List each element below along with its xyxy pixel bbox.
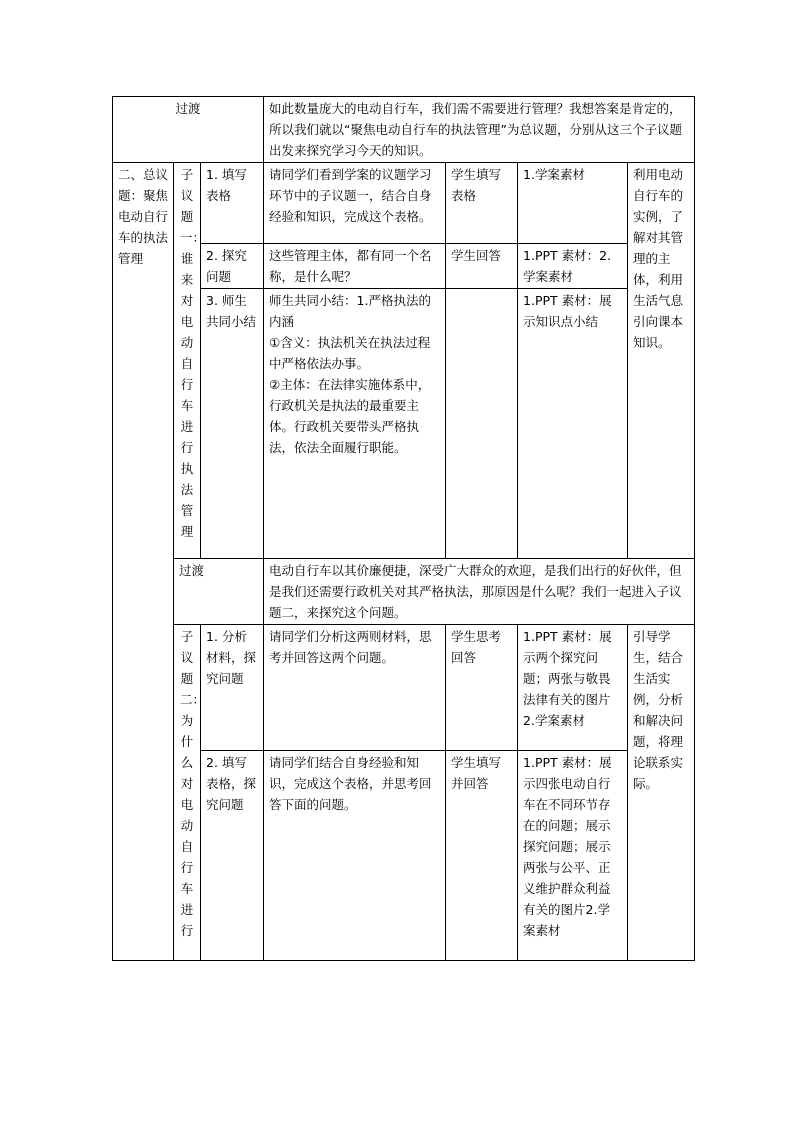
subtopic-1-step-1: 1. 填写表格 — [201, 163, 264, 244]
summary-subject: ②主体：在法律实施体系中，行政机关是执法的最重要主体。行政机关要带头严格执法，依法全面履行职能。 — [269, 377, 431, 455]
subtopic-2-step-2-teacher: 请同学们结合自身经验和知识，完成这个表格，并思考回答下面的问题。 — [264, 751, 446, 961]
subtopic-2-step-2-student: 学生填写并回答 — [446, 751, 518, 961]
summary-meaning: ①含义：执法机关在执法过程中严格依法办事。 — [269, 335, 431, 371]
subtopic-2-step-1-student: 学生思考回答 — [446, 625, 518, 751]
subtopic-1-intent: 利用电动自行车的实例，了解对其管理的主体，利用生活气息引向课本知识。 — [628, 163, 695, 559]
subtopic2-step1-row — [113, 625, 695, 751]
subtopic-1-step-1-materials: 1.学案素材 — [518, 163, 628, 244]
subtopic-1-step-2-teacher: 这些管理主体，都有同一个名称，是什么呢？ — [264, 244, 446, 289]
subtopic-1-step-2-materials: 1.PPT 素材：2.学案素材 — [518, 244, 628, 289]
subtopic-1-step-1-student: 学生填写表格 — [446, 163, 518, 244]
subtopic-2-title: 子议题二：为什么对电动自行车进行 — [180, 629, 206, 938]
subtopic-1-title-cell — [174, 163, 206, 559]
summary-heading: 师生共同小结：1.严格执法的内涵 — [269, 293, 431, 329]
subtopic-2-intent: 引导学生，结合生活实例，分析和解决问题，将理论联系实际。 — [628, 625, 695, 961]
subtopic-2-title-cell — [174, 625, 206, 961]
subtopic1-step3-row — [113, 289, 695, 559]
transition-2-label: 过渡 — [174, 559, 264, 625]
subtopic-1-step-3-materials: 1.PPT 素材：展示知识点小结 — [518, 289, 628, 559]
subtopic-1-step-2-student: 学生回答 — [446, 244, 518, 289]
subtopic-2-step-2-materials: 1.PPT 素材：展示四张电动自行车在不同环节存在的问题；展示探究问题；展示两张与公平、正义维护群众利益有关的图片2.学案素材 — [518, 751, 628, 961]
transition-2-text: 电动自行车以其价廉便捷，深受广大群众的欢迎，是我们出行的好伙伴，但是我们还需要行政机关对其严格执法，那原因是什么呢？我们一起进入子议题二，来探究这个问题。 — [264, 559, 695, 625]
subtopic-1-step-1-teacher: 请同学们看到学案的议题学习环节中的子议题一，结合自身经验和知识，完成这个表格。 — [264, 163, 446, 244]
subtopic-1-title: 子议题一：谁来对电动自行车进行执法管理 — [180, 167, 206, 539]
section-2-title: 二、总议题：聚焦电动自行车的执法管理 — [113, 163, 174, 961]
subtopic-2-step-1-teacher: 请同学们分析这两则材料，思考并回答这两个问题。 — [264, 625, 446, 751]
lesson-plan-table — [112, 96, 695, 961]
transition-1-text: 如此数量庞大的电动自行车，我们需不需要进行管理？我想答案是肯定的，所以我们就以“聚焦电动自行车的执法管理”为总议题，分别从这三个子议题出发来探究学习今天的知识。 — [264, 97, 695, 163]
subtopic-2-step-1-materials: 1.PPT 素材：展示两个探究问题；两张与敬畏法律有关的图片2.学案素材 — [518, 625, 628, 751]
subtopic-1-step-2: 2. 探究问题 — [201, 244, 264, 289]
transition-1-label: 过渡 — [113, 97, 264, 163]
subtopic-1-step-3: 3. 师生共同小结 — [201, 289, 264, 559]
transition-row-2 — [113, 559, 695, 625]
subtopic-2-step-2: 2. 填写表格，探究问题 — [201, 751, 264, 961]
subtopic-2-step-1: 1. 分析材料，探究问题 — [201, 625, 264, 751]
subtopic-1-step-3-teacher — [264, 289, 446, 559]
subtopic1-step2-row — [113, 244, 695, 289]
subtopic1-step1-row — [113, 163, 695, 244]
transition-row-1 — [113, 97, 695, 163]
subtopic2-step2-row — [113, 751, 695, 961]
subtopic-1-step-3-student — [446, 289, 518, 559]
